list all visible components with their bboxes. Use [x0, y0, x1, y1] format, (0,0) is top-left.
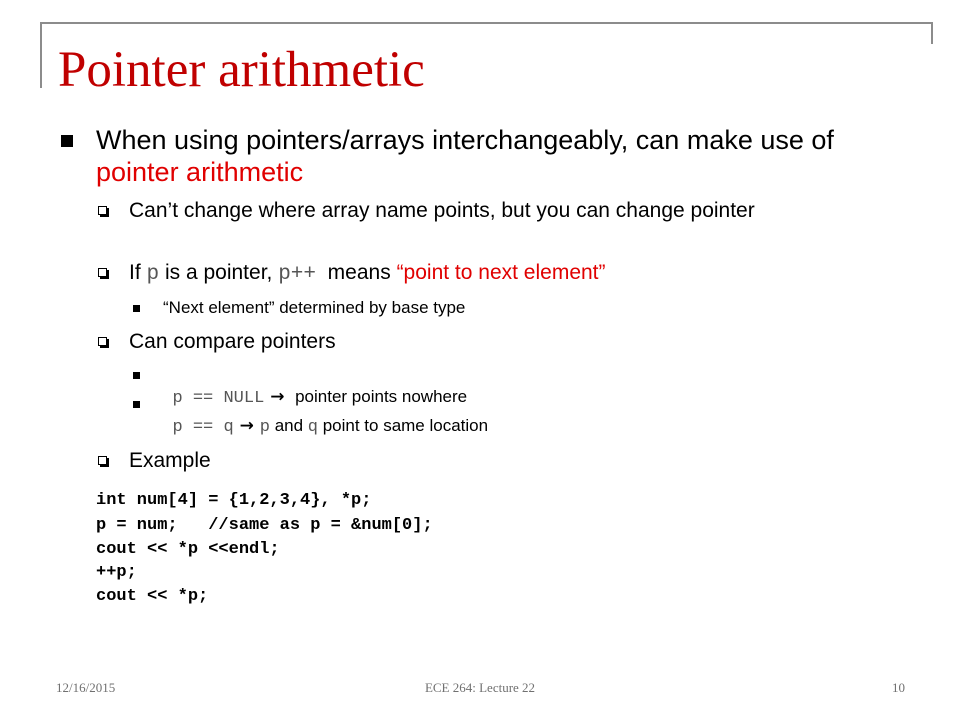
frame-top-line: [40, 22, 933, 24]
code-line: int num[4] = {1,2,3,4}, *p;: [96, 491, 372, 510]
frame-left-line: [40, 22, 42, 88]
code-token: NULL: [223, 389, 265, 408]
footer-page-number: 10: [892, 680, 905, 695]
slide-title: Pointer arithmetic: [58, 42, 425, 98]
square-bullet-icon: [61, 135, 73, 147]
bullet-next-element: [163, 297, 883, 319]
bullet-pointer-arithmetic: [96, 124, 896, 188]
code-token: p: [172, 418, 183, 437]
highlight-text: “point to next element”: [396, 261, 606, 284]
code-line: p = num; //same as p = &num[0];: [96, 516, 433, 535]
bullet-text: is a pointer,: [159, 261, 279, 284]
bullet-example: [129, 449, 889, 473]
highlight-text: pointer arithmetic: [96, 157, 304, 187]
code-token: ==: [182, 389, 224, 408]
bullet-text: Can’t change where array name points, but you can change pointer: [129, 199, 755, 222]
frame-right-line: [931, 22, 933, 44]
code-token: p: [172, 389, 183, 408]
bullet-text: If: [129, 261, 147, 284]
bullet-text: point to same location: [317, 416, 489, 435]
code-token: q: [223, 418, 234, 437]
right-arrow-icon: →: [264, 387, 291, 407]
bullet-text: means: [316, 261, 397, 284]
code-token: q: [307, 418, 318, 437]
bullet-text: pointer points nowhere: [290, 387, 468, 406]
bullet-increment: [129, 261, 889, 287]
bullet-compare: [129, 330, 889, 354]
open-square-bullet-icon: [98, 456, 107, 465]
small-square-bullet-icon: [133, 372, 140, 379]
open-square-bullet-icon: [98, 337, 107, 346]
bullet-text: Example: [129, 449, 211, 472]
footer-course: ECE 264: Lecture 22: [424, 680, 536, 695]
code-token: p: [146, 263, 160, 286]
code-token: ==: [182, 418, 224, 437]
right-arrow-icon: →: [233, 416, 260, 436]
code-line: cout << *p;: [96, 587, 209, 606]
code-token: p: [259, 418, 270, 437]
code-line: ++p;: [96, 563, 137, 582]
open-square-bullet-icon: [98, 268, 107, 277]
bullet-text: Can compare pointers: [129, 330, 336, 353]
bullet-pointer-equality: [163, 393, 883, 439]
code-token: p++: [278, 263, 317, 286]
small-square-bullet-icon: [133, 401, 140, 408]
bullet-array-name: [129, 199, 889, 223]
small-square-bullet-icon: [133, 305, 140, 312]
open-square-bullet-icon: [98, 206, 107, 215]
bullet-text: “Next element” determined by base type: [163, 298, 466, 317]
code-line: cout << *p <<endl;: [96, 540, 280, 559]
footer-date: 12/16/2015: [56, 680, 116, 695]
bullet-text: When using pointers/arrays interchangeably, can make use of: [96, 125, 834, 155]
bullet-text: and: [269, 416, 308, 435]
